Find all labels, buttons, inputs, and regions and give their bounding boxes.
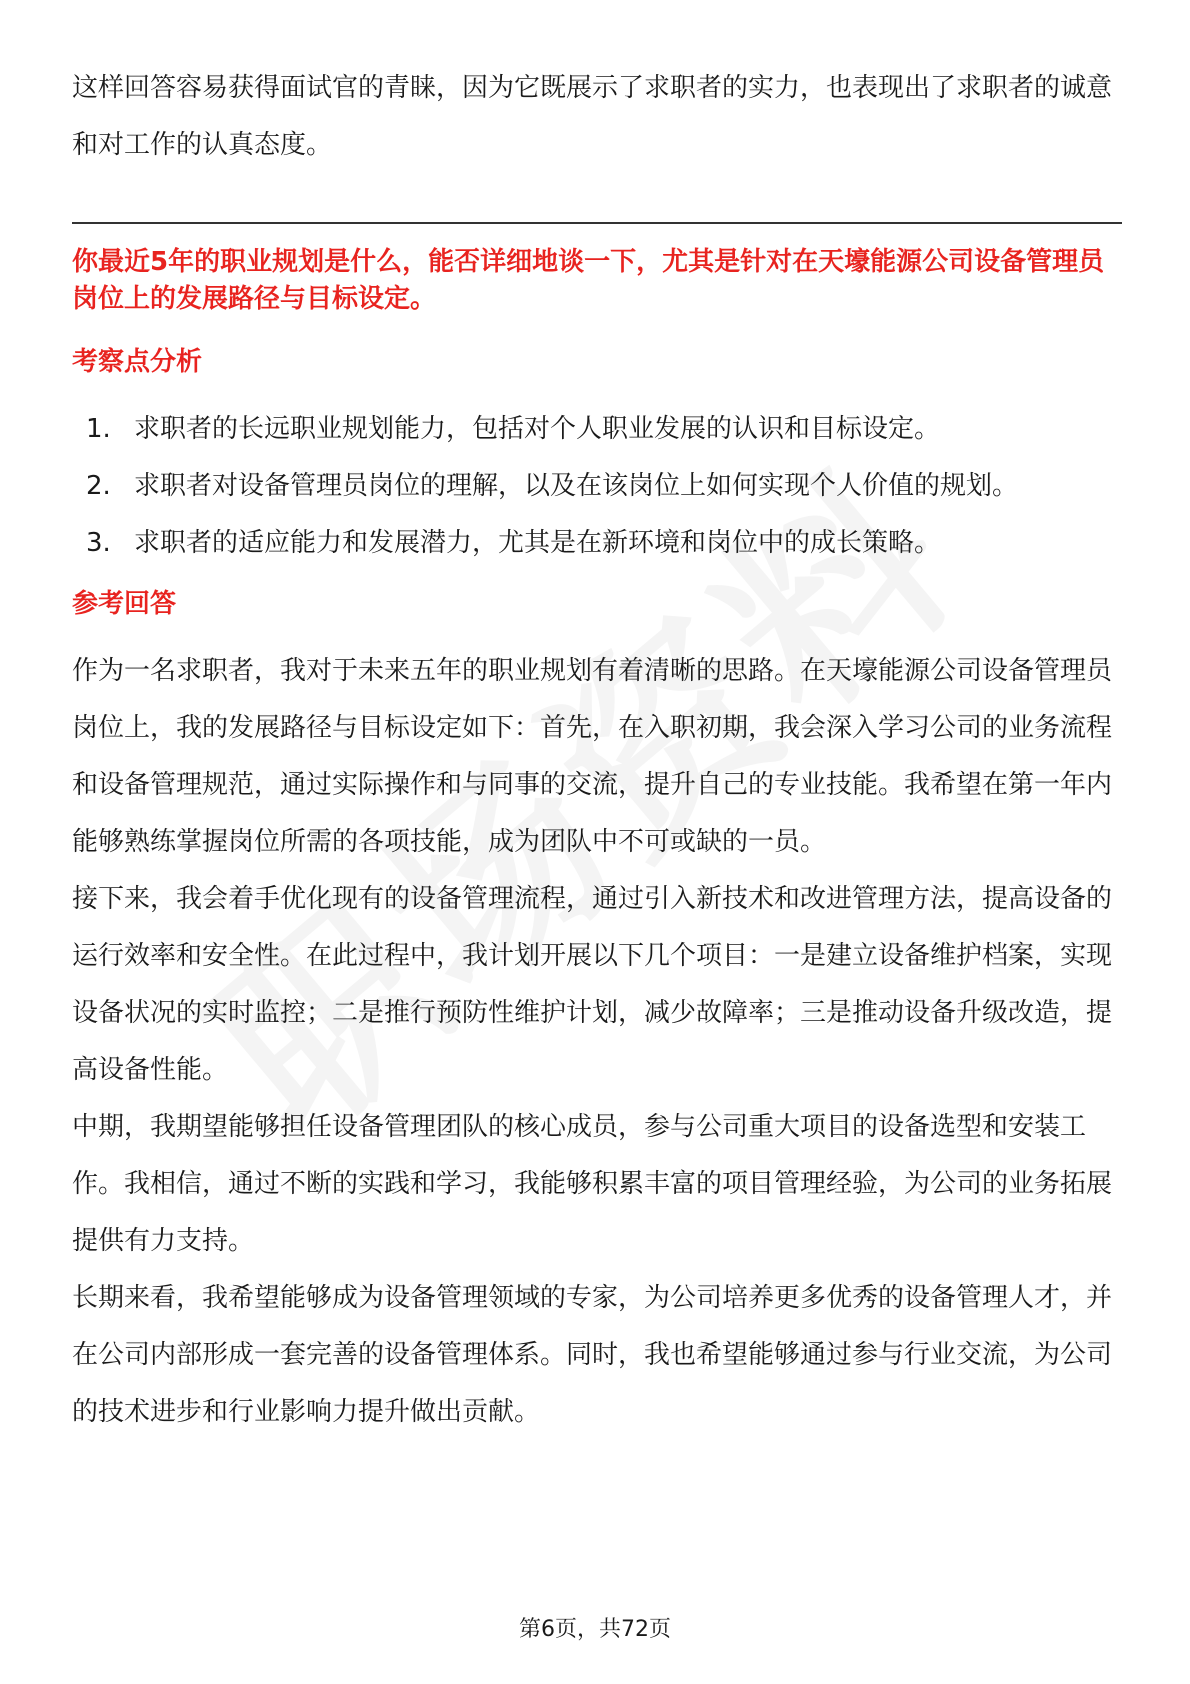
intro-paragraph: 这样回答容易获得面试官的青睐，因为它既展示了求职者的实力，也表现出了求职者的诚意和对工作的认真态度。: [72, 73, 1113, 160]
answer-paragraph: 长期来看，我希望能够成为设备管理领域的专家，为公司培养更多优秀的设备管理人才，并在公司内部形成一套完善的设备管理体系。同时，我也希望能够通过参与行业交流，为公司的技术进步和行业影响力提升做出贡献。: [72, 1283, 1113, 1427]
analysis-list: [72, 401, 1122, 572]
list-number: 1.: [86, 414, 111, 444]
answer-paragraph: 作为一名求职者，我对于未来五年的职业规划有着清晰的思路。在天壕能源公司设备管理员岗位上，我的发展路径与目标设定如下：首先，在入职初期，我会深入学习公司的业务流程和设备管理规范，通过实际操作和与同事的交流，提升自己的专业技能。我希望在第一年内能够熟练掌握岗位所需的各项技能，成为团队中不可或缺的一员。: [72, 656, 1113, 857]
list-item-text: 求职者的适应能力和发展潜力，尤其是在新环境和岗位中的成长策略。: [134, 528, 941, 558]
analysis-title: 考察点分析: [72, 347, 203, 377]
list-item-text: 求职者的长远职业规划能力，包括对个人职业发展的认识和目标设定。: [134, 414, 941, 444]
section-divider: [72, 222, 1122, 224]
list-item: [72, 401, 1122, 458]
page-footer: 第6页，共72页: [519, 1617, 671, 1642]
interview-question: 你最近5年的职业规划是什么，能否详细地谈一下，尤其是针对在天壕能源公司设备管理员岗位上的发展路径与目标设定。: [72, 247, 1105, 314]
answer-paragraph: 中期，我期望能够担任设备管理团队的核心成员，参与公司重大项目的设备选型和安装工作。我相信，通过不断的实践和学习，我能够积累丰富的项目管理经验，为公司的业务拓展提供有力支持。: [72, 1112, 1113, 1256]
document-page: [72, 60, 1122, 1441]
list-item: [72, 515, 1122, 572]
list-item: [72, 458, 1122, 515]
answer-paragraph: 接下来，我会着手优化现有的设备管理流程，通过引入新技术和改进管理方法，提高设备的运行效率和安全性。在此过程中，我计划开展以下几个项目：一是建立设备维护档案，实现设备状况的实时监控；二是推行预防性维护计划，减少故障率；三是推动设备升级改造，提高设备性能。: [72, 884, 1113, 1085]
list-number: 2.: [86, 471, 111, 501]
list-number: 3.: [86, 528, 111, 558]
answer-title: 参考回答: [72, 589, 177, 619]
list-item-text: 求职者对设备管理员岗位的理解，以及在该岗位上如何实现个人价值的规划。: [134, 471, 1019, 501]
